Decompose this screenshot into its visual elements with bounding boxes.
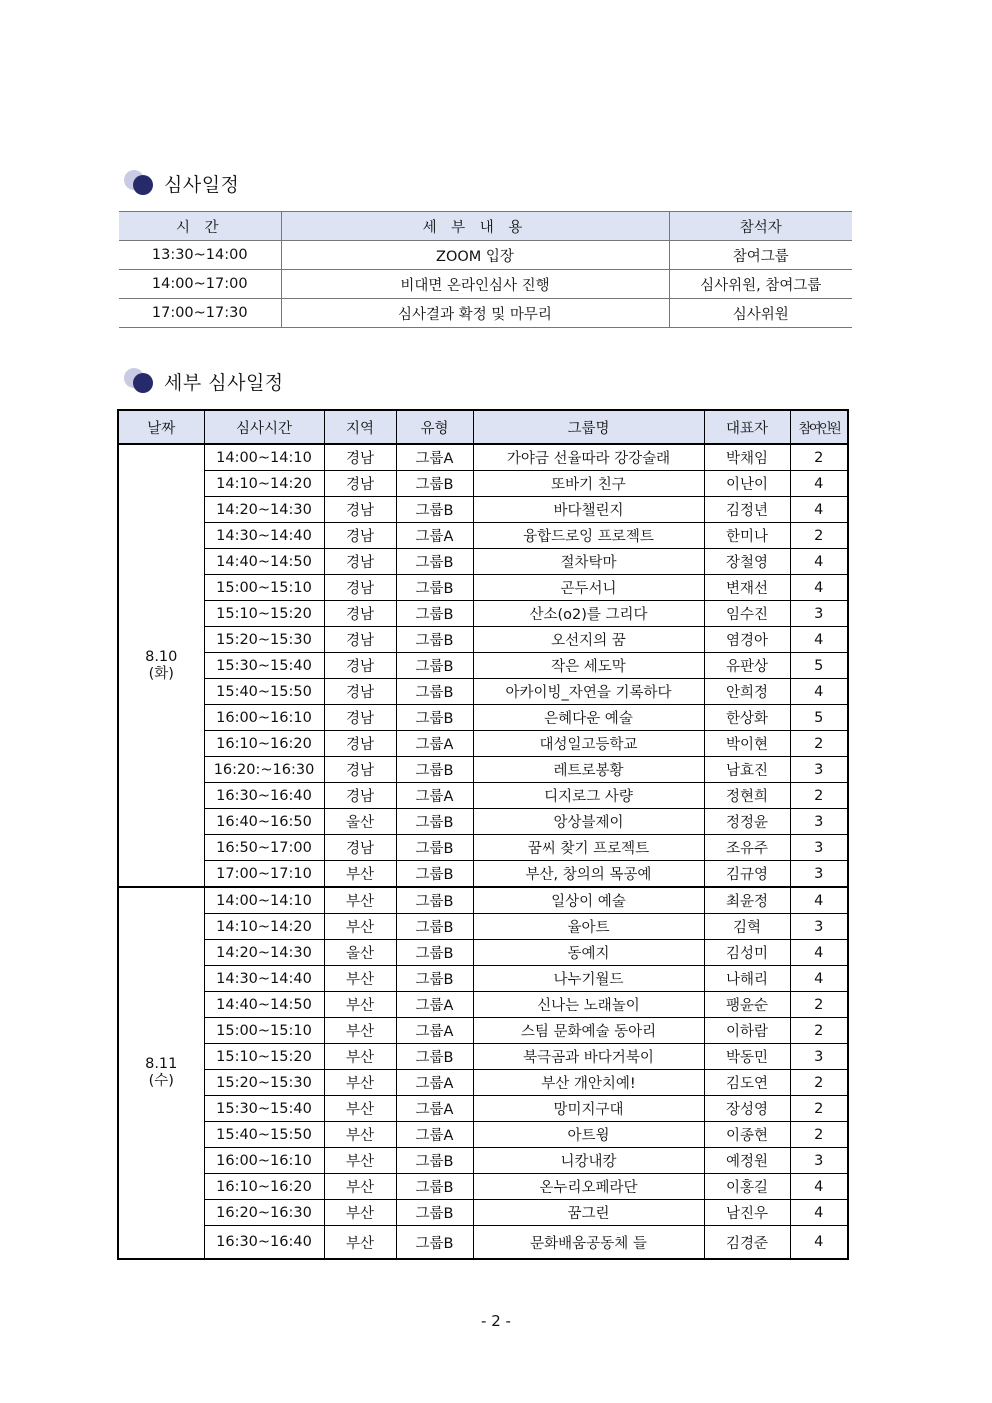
cell-group-name: 나누기월드: [473, 966, 704, 992]
cell-time: 16:30~16:40: [204, 1226, 324, 1260]
cell-type: 그룹B: [396, 601, 473, 627]
cell-time: 14:40~14:50: [204, 992, 324, 1018]
table-row: [118, 705, 848, 731]
cell-type: 그룹B: [396, 757, 473, 783]
header-review-time: 심사시간: [204, 410, 324, 444]
cell-type: 그룹A: [396, 992, 473, 1018]
table-row: [118, 497, 848, 523]
cell-region: 경남: [324, 471, 396, 497]
cell-region: 경남: [324, 705, 396, 731]
cell-representative: 남효진: [704, 757, 790, 783]
header-type: 유형: [396, 410, 473, 444]
day-value: (화): [148, 665, 174, 682]
cell-group-name: 부산 개안치예!: [473, 1070, 704, 1096]
cell-participants: 2: [790, 1122, 848, 1148]
date-value: 8.11: [145, 1056, 178, 1072]
cell-participants: 3: [790, 835, 848, 861]
cell-representative: 한상화: [704, 705, 790, 731]
cell-group-name: 아트윙: [473, 1122, 704, 1148]
cell-attendee: 심사위원: [669, 299, 852, 328]
table-row: [118, 601, 848, 627]
cell-region: 울산: [324, 940, 396, 966]
cell-region: 경남: [324, 783, 396, 809]
cell-group-name: 레트로봉황: [473, 757, 704, 783]
cell-participants: 5: [790, 705, 848, 731]
table-header-row: [118, 410, 848, 444]
cell-participants: 4: [790, 575, 848, 601]
cell-participants: 3: [790, 809, 848, 835]
cell-participants: 3: [790, 757, 848, 783]
table-row: [118, 783, 848, 809]
cell-representative: 정정윤: [704, 809, 790, 835]
cell-time: 14:00~14:10: [204, 887, 324, 914]
cell-representative: 임수진: [704, 601, 790, 627]
cell-group-name: 온누리오페라단: [473, 1174, 704, 1200]
cell-group-name: 오선지의 꿈: [473, 627, 704, 653]
cell-region: 경남: [324, 835, 396, 861]
cell-representative: 김규영: [704, 861, 790, 888]
cell-region: 부산: [324, 1018, 396, 1044]
cell-representative: 남진우: [704, 1200, 790, 1226]
cell-representative: 이하람: [704, 1018, 790, 1044]
cell-region: 부산: [324, 1070, 396, 1096]
cell-region: 경남: [324, 653, 396, 679]
cell-group-name: 꿈씨 찾기 프로젝트: [473, 835, 704, 861]
cell-group-name: 또바기 친구: [473, 471, 704, 497]
cell-group-name: 절차탁마: [473, 549, 704, 575]
cell-representative: 유판상: [704, 653, 790, 679]
cell-region: 경남: [324, 497, 396, 523]
header-representative: 대표자: [704, 410, 790, 444]
cell-time: 16:40~16:50: [204, 809, 324, 835]
cell-participants: 4: [790, 966, 848, 992]
cell-type: 그룹A: [396, 444, 473, 471]
cell-attendee: 심사위원, 참여그룹: [669, 270, 852, 299]
table-row: [118, 1174, 848, 1200]
cell-region: 경남: [324, 444, 396, 471]
cell-time: 15:10~15:20: [204, 601, 324, 627]
cell-region: 부산: [324, 1096, 396, 1122]
cell-group-name: 북극곰과 바다거북이: [473, 1044, 704, 1070]
cell-representative: 박동민: [704, 1044, 790, 1070]
cell-group-name: 작은 세도막: [473, 653, 704, 679]
cell-region: 경남: [324, 757, 396, 783]
table-row: [118, 627, 848, 653]
cell-content: 비대면 온라인심사 진행: [281, 270, 669, 299]
cell-time: 14:20~14:30: [204, 940, 324, 966]
cell-representative: 이홍길: [704, 1174, 790, 1200]
day-value: (수): [148, 1073, 174, 1089]
cell-region: 부산: [324, 1174, 396, 1200]
cell-type: 그룹B: [396, 835, 473, 861]
cell-time: 15:20~15:30: [204, 1070, 324, 1096]
cell-type: 그룹B: [396, 887, 473, 914]
table-row: [118, 549, 848, 575]
cell-participants: 2: [790, 1096, 848, 1122]
cell-time: 14:30~14:40: [204, 523, 324, 549]
cell-type: 그룹B: [396, 497, 473, 523]
cell-group-name: 대성일고등학교: [473, 731, 704, 757]
cell-region: 울산: [324, 809, 396, 835]
table-row: [118, 757, 848, 783]
cell-region: 경남: [324, 627, 396, 653]
cell-group-name: 은혜다운 예술: [473, 705, 704, 731]
header-date: 날짜: [118, 410, 204, 444]
table-row: [118, 1096, 848, 1122]
cell-participants: 4: [790, 679, 848, 705]
cell-participants: 4: [790, 1226, 848, 1260]
cell-region: 부산: [324, 966, 396, 992]
cell-type: 그룹B: [396, 575, 473, 601]
cell-region: 부산: [324, 861, 396, 888]
cell-group-name: 산소(o2)를 그리다: [473, 601, 704, 627]
table-row: [118, 471, 848, 497]
cell-attendee: 참여그룹: [669, 241, 852, 270]
cell-representative: 한미나: [704, 523, 790, 549]
cell-participants: 2: [790, 783, 848, 809]
cell-type: 그룹A: [396, 1096, 473, 1122]
cell-time: 14:10~14:20: [204, 471, 324, 497]
table-row: [119, 270, 852, 299]
table-row: [118, 653, 848, 679]
cell-participants: 2: [790, 444, 848, 471]
table-row: [118, 444, 848, 471]
table-row: [118, 1018, 848, 1044]
cell-group-name: 디지로그 사량: [473, 783, 704, 809]
table-row: [118, 523, 848, 549]
cell-time: 17:00~17:10: [204, 861, 324, 888]
cell-group-name: 부산, 창의의 목공예: [473, 861, 704, 888]
cell-time: 16:10~16:20: [204, 731, 324, 757]
cell-type: 그룹B: [396, 1200, 473, 1226]
table-row: [118, 679, 848, 705]
table-row: [118, 914, 848, 940]
cell-participants: 3: [790, 861, 848, 888]
cell-representative: 박이현: [704, 731, 790, 757]
cell-time: 16:00~16:10: [204, 705, 324, 731]
cell-type: 그룹B: [396, 549, 473, 575]
cell-time: 15:20~15:30: [204, 627, 324, 653]
cell-region: 경남: [324, 523, 396, 549]
cell-time: 15:10~15:20: [204, 1044, 324, 1070]
cell-participants: 4: [790, 887, 848, 914]
cell-representative: 김혁: [704, 914, 790, 940]
cell-type: 그룹B: [396, 1044, 473, 1070]
cell-time: 14:40~14:50: [204, 549, 324, 575]
table-row: [118, 731, 848, 757]
table-row: [118, 966, 848, 992]
bullet-circles-icon: [124, 366, 154, 396]
table-row: [118, 1148, 848, 1174]
cell-representative: 팽윤순: [704, 992, 790, 1018]
table-row: [118, 992, 848, 1018]
cell-representative: 정현희: [704, 783, 790, 809]
cell-representative: 김정년: [704, 497, 790, 523]
cell-group-name: 문화배움공동체 들: [473, 1226, 704, 1260]
cell-type: 그룹B: [396, 471, 473, 497]
cell-time: 15:30~15:40: [204, 1096, 324, 1122]
cell-region: 부산: [324, 1226, 396, 1260]
cell-date: [118, 444, 204, 887]
table-header-row: [119, 212, 852, 241]
cell-date: [118, 887, 204, 1259]
cell-participants: 4: [790, 471, 848, 497]
bullet-circles-icon: [124, 168, 154, 198]
cell-region: 부산: [324, 992, 396, 1018]
cell-group-name: 스팀 문화예술 동아리: [473, 1018, 704, 1044]
cell-time: 16:20:~16:30: [204, 757, 324, 783]
cell-type: 그룹B: [396, 679, 473, 705]
cell-time: 15:00~15:10: [204, 1018, 324, 1044]
table-row: [118, 861, 848, 888]
section-title-review-schedule: [124, 166, 239, 200]
cell-type: 그룹B: [396, 861, 473, 888]
cell-representative: 안희정: [704, 679, 790, 705]
cell-participants: 2: [790, 992, 848, 1018]
cell-representative: 변재선: [704, 575, 790, 601]
cell-representative: 최윤정: [704, 887, 790, 914]
cell-participants: 3: [790, 601, 848, 627]
cell-region: 부산: [324, 887, 396, 914]
table-row: [118, 887, 848, 914]
cell-representative: 나해리: [704, 966, 790, 992]
cell-group-name: 망미지구대: [473, 1096, 704, 1122]
cell-participants: 3: [790, 1044, 848, 1070]
cell-group-name: 융합드로잉 프로젝트: [473, 523, 704, 549]
cell-content: ZOOM 입장: [281, 241, 669, 270]
cell-group-name: 앙상블제이: [473, 809, 704, 835]
section-title-text: 심사일정: [164, 173, 240, 196]
table-row: [118, 1044, 848, 1070]
cell-region: 경남: [324, 731, 396, 757]
cell-type: 그룹B: [396, 1226, 473, 1260]
cell-time: 14:20~14:30: [204, 497, 324, 523]
page-number: - 2 -: [481, 1312, 511, 1330]
cell-group-name: 일상이 예술: [473, 887, 704, 914]
cell-type: 그룹B: [396, 627, 473, 653]
cell-representative: 김경준: [704, 1226, 790, 1260]
cell-type: 그룹B: [396, 1174, 473, 1200]
header-time: 시 간: [119, 212, 281, 241]
cell-representative: 장성영: [704, 1096, 790, 1122]
header-group-name: 그룹명: [473, 410, 704, 444]
header-participants: 참여인원: [790, 410, 848, 444]
cell-participants: 2: [790, 1018, 848, 1044]
cell-time: 14:10~14:20: [204, 914, 324, 940]
cell-type: 그룹B: [396, 809, 473, 835]
cell-time: 14:00~17:00: [119, 270, 281, 299]
cell-representative: 김도연: [704, 1070, 790, 1096]
cell-group-name: 니캉내캉: [473, 1148, 704, 1174]
cell-group-name: 동예지: [473, 940, 704, 966]
cell-time: 16:50~17:00: [204, 835, 324, 861]
cell-content: 심사결과 확정 및 마무리: [281, 299, 669, 328]
cell-region: 부산: [324, 1200, 396, 1226]
cell-region: 부산: [324, 914, 396, 940]
cell-participants: 4: [790, 1200, 848, 1226]
cell-representative: 예정원: [704, 1148, 790, 1174]
cell-type: 그룹B: [396, 1148, 473, 1174]
cell-group-name: 율아트: [473, 914, 704, 940]
cell-time: 16:20~16:30: [204, 1200, 324, 1226]
cell-participants: 4: [790, 627, 848, 653]
table-row: [118, 1226, 848, 1260]
cell-region: 경남: [324, 601, 396, 627]
table-row: [118, 940, 848, 966]
cell-representative: 이종현: [704, 1122, 790, 1148]
cell-group-name: 아카이빙_자연을 기록하다: [473, 679, 704, 705]
cell-region: 경남: [324, 575, 396, 601]
detailed-schedule-table: [117, 409, 849, 1260]
cell-type: 그룹A: [396, 1070, 473, 1096]
cell-type: 그룹B: [396, 966, 473, 992]
cell-region: 부산: [324, 1044, 396, 1070]
cell-time: 14:30~14:40: [204, 966, 324, 992]
cell-participants: 3: [790, 914, 848, 940]
section-title-detailed-schedule: [124, 364, 284, 398]
table-row: [118, 835, 848, 861]
cell-type: 그룹A: [396, 523, 473, 549]
cell-type: 그룹A: [396, 1018, 473, 1044]
cell-region: 부산: [324, 1148, 396, 1174]
date-value: 8.10: [145, 648, 178, 665]
cell-region: 부산: [324, 1122, 396, 1148]
table-row: [118, 1122, 848, 1148]
cell-time: 15:40~15:50: [204, 679, 324, 705]
cell-participants: 4: [790, 549, 848, 575]
table-row: [118, 809, 848, 835]
cell-participants: 4: [790, 940, 848, 966]
cell-participants: 4: [790, 497, 848, 523]
cell-time: 15:00~15:10: [204, 575, 324, 601]
cell-participants: 3: [790, 1148, 848, 1174]
table-row: [118, 1070, 848, 1096]
cell-region: 경남: [324, 549, 396, 575]
table-row: [118, 1200, 848, 1226]
cell-time: 15:30~15:40: [204, 653, 324, 679]
section-title-text: 세부 심사일정: [164, 371, 284, 394]
header-content: 세 부 내 용: [281, 212, 669, 241]
cell-type: 그룹B: [396, 705, 473, 731]
cell-representative: 이난이: [704, 471, 790, 497]
table-row: [119, 241, 852, 270]
cell-representative: 조유주: [704, 835, 790, 861]
cell-representative: 염경아: [704, 627, 790, 653]
table-row: [119, 299, 852, 328]
cell-type: 그룹B: [396, 940, 473, 966]
cell-type: 그룹A: [396, 731, 473, 757]
cell-time: 17:00~17:30: [119, 299, 281, 328]
cell-type: 그룹A: [396, 783, 473, 809]
cell-time: 16:10~16:20: [204, 1174, 324, 1200]
cell-time: 14:00~14:10: [204, 444, 324, 471]
cell-participants: 5: [790, 653, 848, 679]
cell-representative: 김성미: [704, 940, 790, 966]
cell-type: 그룹B: [396, 914, 473, 940]
cell-type: 그룹B: [396, 653, 473, 679]
cell-time: 16:30~16:40: [204, 783, 324, 809]
cell-time: 13:30~14:00: [119, 241, 281, 270]
overview-schedule-table: [119, 211, 852, 328]
cell-participants: 2: [790, 731, 848, 757]
table-row: [118, 575, 848, 601]
header-region: 지역: [324, 410, 396, 444]
cell-participants: 4: [790, 1174, 848, 1200]
header-attendee: 참석자: [669, 212, 852, 241]
cell-group-name: 곤두서니: [473, 575, 704, 601]
cell-group-name: 꿈그린: [473, 1200, 704, 1226]
cell-time: 16:00~16:10: [204, 1148, 324, 1174]
cell-participants: 2: [790, 523, 848, 549]
cell-participants: 2: [790, 1070, 848, 1096]
cell-representative: 박채임: [704, 444, 790, 471]
cell-group-name: 가야금 선율따라 강강술래: [473, 444, 704, 471]
cell-type: 그룹A: [396, 1122, 473, 1148]
cell-region: 경남: [324, 679, 396, 705]
cell-group-name: 바다챌린지: [473, 497, 704, 523]
cell-time: 15:40~15:50: [204, 1122, 324, 1148]
cell-group-name: 신나는 노래놀이: [473, 992, 704, 1018]
cell-representative: 장철영: [704, 549, 790, 575]
